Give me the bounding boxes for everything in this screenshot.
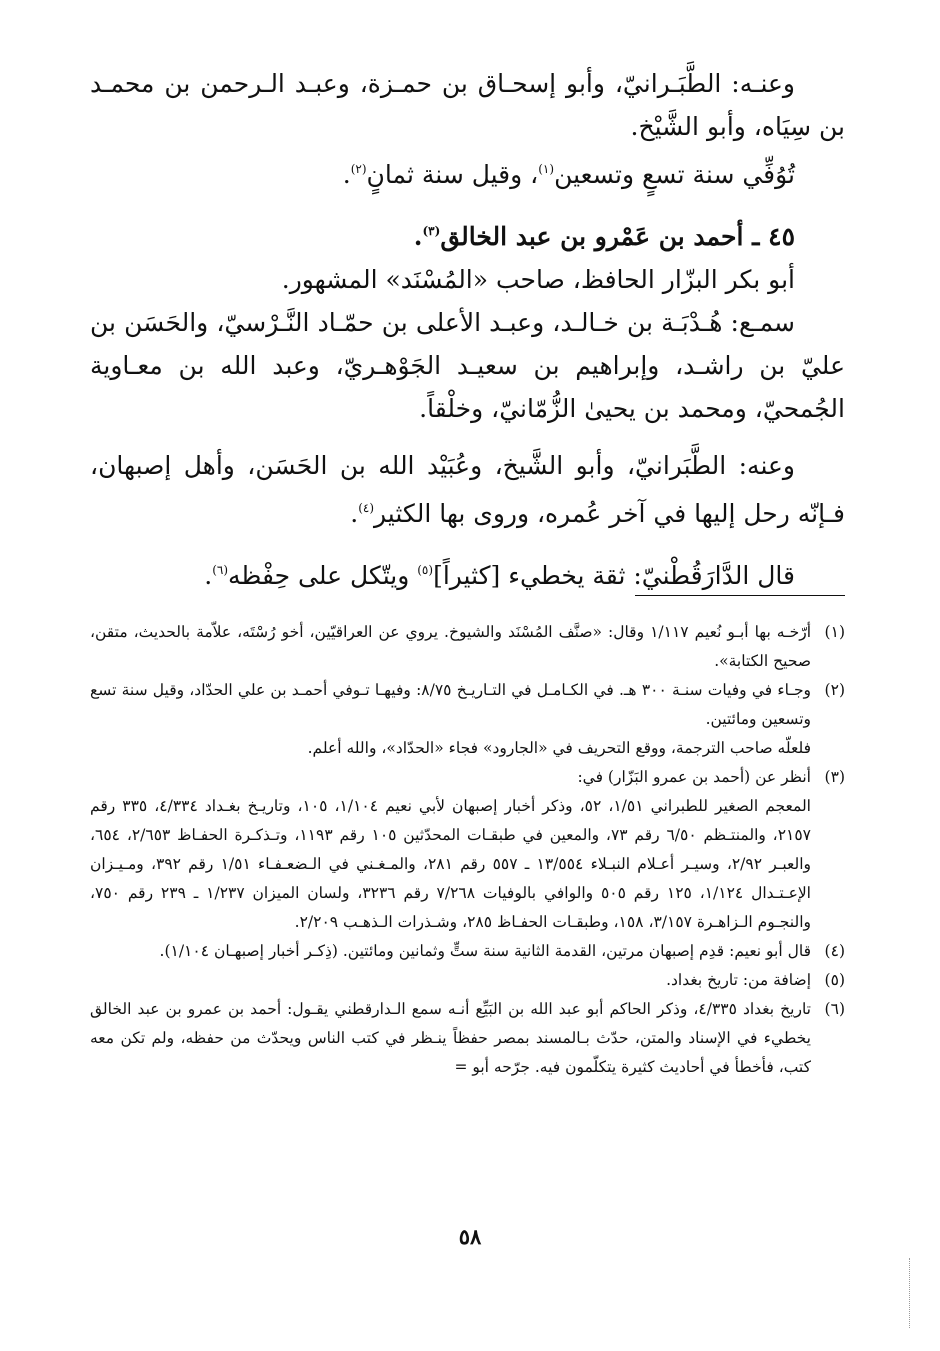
footnote-text: تاريخ بغداد ٤/٣٣٥، وذكر الحاكم أبو عبد الله بن البَيِّع أنـه سمع الـدارقطني يقـول: أحمد بن عمرو بن عبد الخالق يخطيء في الإسناد والمتن، حدّث بـالمسند بمصر حفظاً ينـظر في كتب الناس ويحدّث من حفظه، ولم تكن معه كتب، فأخطأ في أحاديث كثيرة يتكلّمون فيه. جرّحه أبو = bbox=[90, 1000, 811, 1076]
footnote-text: أرّخـه بها أبـو نُعيم ١/١١٧ وقال: «صنَّف المُسْنَد والشيوخ. يروي عن العراقيّين، أخو رُسْتَه، علاّمة بالحديث، متقن، صحيح الكتابة». bbox=[90, 623, 811, 670]
paragraph-death-date bbox=[90, 148, 845, 196]
punct: . bbox=[204, 561, 213, 590]
footnote-text: المعجم الصغير للطبراني ١/٥١، ٥٢، وذكر أخبار إصبهان لأبي نعيم ١/١٠٤، ١٠٥، وتاريـخ بغـداد ٤/٣٣٤، ٣٣٥ رقم ٢١٥٧، والمنتـظم ٦/٥٠ رقم ٧٣، والمعين في طبقـات المحدّثين ١٠٥ رقم ١١٩٣، وتـذكـرة الحفـاظ ٢/٦٥٣، ٦٥٤، والعبـر ٢/٩٢، وسيـر أعـلام النبـلاء ١٣/٥٥٤ ـ ٥٥٧ رقم ٢٨١، والمـغـني في الـضعـفـاء ١/٥١ رقم ٣٩٢، ومـيـزان الإعـتـدال ١/١٢٤، ١٢٥ رقم ٥٠٥ والوافي بالوفيات ٧/٢٦٨ رقم ٣٢٣٦، ولسان الميزان ١/٢٣٧ ـ ٢٣٩ رقم ٧٥٠، والنجـوم الـزاهـرة ٣/١٥٧، ١٥٨، وطبقـات الحفـاظ ٢٨٥، وشـذرات الـذهـب ٢/٢٠٩. bbox=[90, 797, 811, 931]
footnote-ref-4[interactable]: (٤) bbox=[358, 501, 375, 515]
daraqutni-text: قال الدَّارَقُطْنيّ: ثقة يخطيء [كثيراً] bbox=[433, 561, 795, 590]
footnote-item bbox=[90, 763, 845, 937]
entry-number: ٤٥ ـ bbox=[752, 222, 795, 251]
footnote-ref-3[interactable]: (٣) bbox=[422, 224, 441, 238]
punct: . bbox=[413, 222, 423, 251]
death-alt-text: ، وقيل سنة ثمانٍ bbox=[366, 160, 539, 189]
footnote-number: (٤) bbox=[824, 942, 845, 960]
page-number: ٥٨ bbox=[458, 1224, 482, 1249]
footnote-text: أنظر عن (أحمد بن عمرو البَزّار) في: bbox=[577, 768, 811, 786]
footnote-text: فلعلّه صاحب الترجمة، ووقع التحريف في «الجارود» فجاء «الحدّاد»، والله أعلم. bbox=[307, 739, 811, 757]
footnote-ref-5[interactable]: (٥) bbox=[417, 563, 434, 577]
footnote-item bbox=[90, 618, 845, 676]
main-text bbox=[90, 62, 845, 597]
footnote-text: وجـاء في وفيات سنـة ٣٠٠ هـ. في الكـامـل في التـاريـخ ٨/٧٥: وفيهـا تـوفي أحمـد بن علي الحدّاد، وقيل سنة تسع وتسعين ومائتين. bbox=[90, 681, 812, 728]
footnote-divider bbox=[635, 595, 845, 596]
footnote-item bbox=[90, 937, 845, 966]
scan-margin-mark bbox=[909, 1258, 912, 1328]
page-body bbox=[90, 62, 845, 597]
footnote-number: (١) bbox=[824, 623, 845, 641]
punct: . bbox=[350, 499, 359, 528]
students-text: وعنه: الطَّبَرانيّ، وأبو الشَّيخ، وعُبَيْد الله بن الحَسَن، وأهل إصبهان، فـإنّه رحل إليها في آخر عُمره، وروى بها الكثير bbox=[90, 451, 845, 528]
footnote-text: إضافة من: تاريخ بغداد. bbox=[666, 971, 811, 989]
entry-heading bbox=[90, 210, 845, 258]
death-text: تُوُفِّي سنة تسعٍ وتسعين bbox=[554, 160, 795, 189]
footnote-item bbox=[90, 995, 845, 1082]
footnote-number: (٦) bbox=[824, 1000, 845, 1018]
footnote-ref-2[interactable]: (٢) bbox=[350, 162, 367, 176]
footnote-item bbox=[90, 676, 845, 763]
footnote-text: قال أبو نعيم: قدِم إصبهان مرتين، القدمة الثانية سنة ستٍّ وثمانين ومائتين. (ذِكـر أخبار إصبهـان ١/١٠٤). bbox=[159, 942, 811, 960]
footnote-item bbox=[90, 966, 845, 995]
footnote-ref-1[interactable]: (١) bbox=[538, 162, 555, 176]
footnote-number: (٣) bbox=[824, 768, 845, 786]
footnote-ref-6[interactable]: (٦) bbox=[212, 563, 229, 577]
paragraph-daraqutni bbox=[90, 549, 845, 597]
footnote-number: (٢) bbox=[824, 681, 845, 699]
paragraph-heard-from: سمـع: هُـدْبَـة بن خـالـد، وعبـد الأعلى بن حمّـاد النَّـرْسيّ، والحَسَن بن عليّ بن راشـد، وإبراهيم بن سعيـد الجَوْهـريّ، وعبد الله بن معـاوية الجُمحيّ، ومحمد بن يحيىٰ الزُّمّانيّ، وخلْقاً. bbox=[90, 308, 845, 423]
paragraph-students bbox=[90, 444, 845, 535]
entry-name: أحمد بن عَمْرو بن عبد الخالق bbox=[440, 222, 744, 251]
footnotes bbox=[90, 618, 845, 1082]
daraqutni-text-2: ويتّكل على حِفْظه bbox=[228, 561, 418, 590]
paragraph-kunya: أبو بكر البزّار الحافظ، صاحب «المُسْنَد» المشهور. bbox=[281, 265, 795, 294]
paragraph-narrators-from: وعنـه: الطَّبَـرانيّ، وأبو إسحـاق بن حمـزة، وعبـد الـرحمن بن محمـد بن سِيَاه، وأبو الشَّيْخ. bbox=[90, 69, 845, 141]
punct: . bbox=[342, 160, 351, 189]
footnote-number: (٥) bbox=[824, 971, 845, 989]
